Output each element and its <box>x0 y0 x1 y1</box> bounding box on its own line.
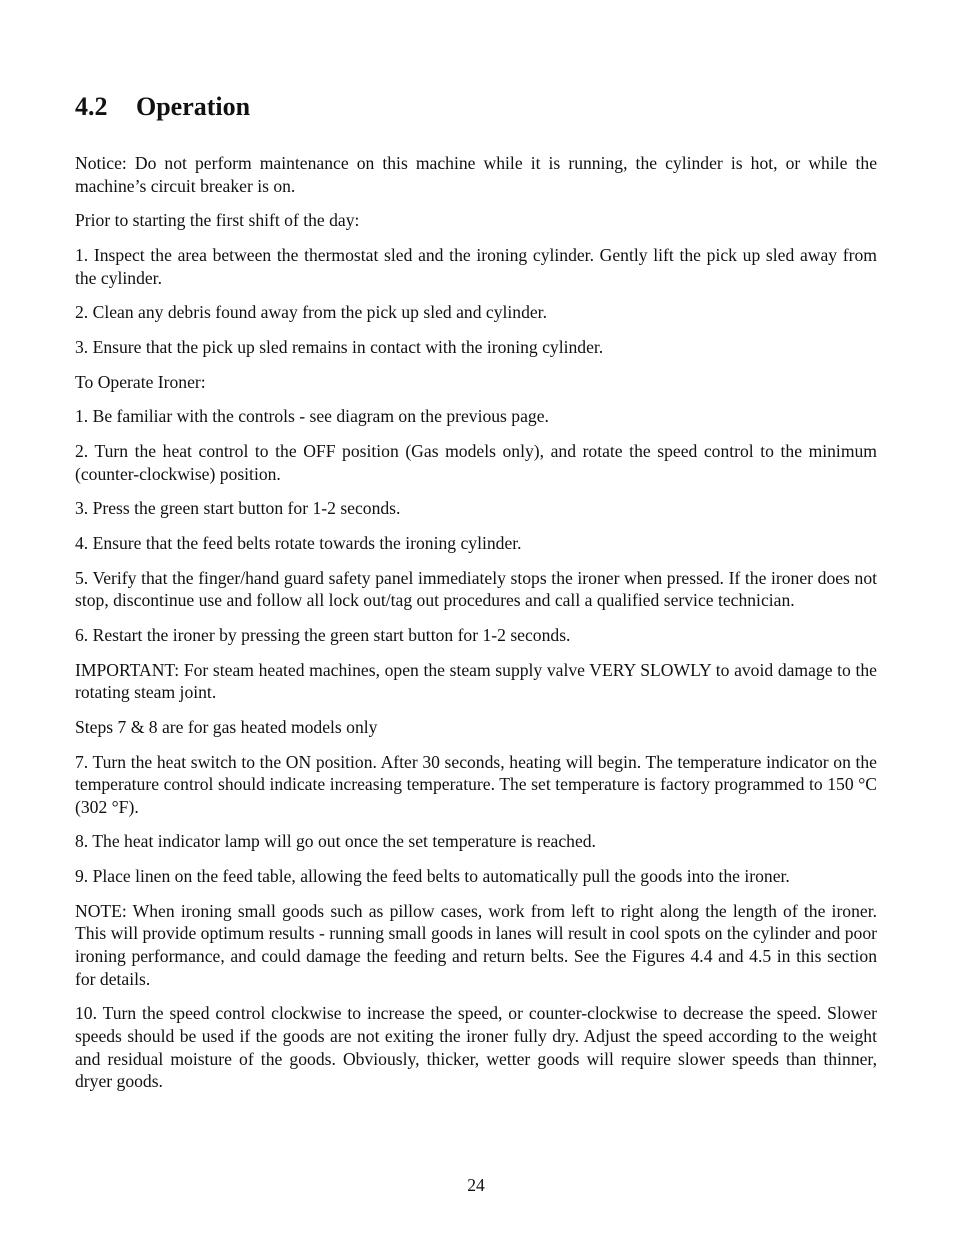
notice-paragraph: Notice: Do not perform maintenance on this machine while it is running, the cylinder is hot, or while the machine’s circuit breaker is on. <box>75 153 877 196</box>
small-goods-note: NOTE: When ironing small goods such as pillow cases, work from left to right along the length of the ironer. This will provide optimum results - running small goods in lanes will result in cool spots on the cylinder and poor ironing performance, and could damage the feeding and return belts. See the Figures 4.4 and 4.5 in this section for details. <box>75 900 877 989</box>
operate-step-6: 6. Restart the ironer by pressing the green start button for 1-2 seconds. <box>75 624 571 645</box>
pre-shift-step-2: 2. Clean any debris found away from the pick up sled and cylinder. <box>75 302 547 323</box>
operate-intro: To Operate Ironer: <box>75 371 206 392</box>
operate-step-8: 8. The heat indicator lamp will go out once the set temperature is reached. <box>75 831 596 852</box>
operate-step-9: 9. Place linen on the feed table, allowing the feed belts to automatically pull the goods into the ironer. <box>75 866 790 887</box>
pre-shift-step-1: 1. Inspect the area between the thermostat sled and the ironing cylinder. Gently lift the pick up sled away from the cylinder. <box>75 244 877 288</box>
pre-shift-intro: Prior to starting the first shift of the day: <box>75 210 360 231</box>
operate-step-10: 10. Turn the speed control clockwise to increase the speed, or counter-clockwise to decrease the speed. Slower speeds should be used if the goods are not exiting the ironer fully dry. Adjust the speed according to the weight and residual moisture of the goods. Obviously, thicker, wetter goods will require slower speeds than thinner, dryer goods. <box>75 1003 877 1092</box>
gas-models-note: Steps 7 & 8 are for gas heated models only <box>75 716 378 737</box>
page-number: 24 <box>467 1175 485 1195</box>
pre-shift-step-3: 3. Ensure that the pick up sled remains in contact with the ironing cylinder. <box>75 336 604 357</box>
operate-step-5: 5. Verify that the finger/hand guard safety panel immediately stops the ironer when pressed. If the ironer does not stop, discontinue use and follow all lock out/tag out procedures and call a qualified service technician. <box>75 567 877 611</box>
section-heading <box>75 90 250 124</box>
section-title: Operation <box>136 92 251 121</box>
operate-step-4: 4. Ensure that the feed belts rotate towards the ironing cylinder. <box>75 532 522 553</box>
operate-step-3: 3. Press the green start button for 1-2 seconds. <box>75 498 401 519</box>
important-note: IMPORTANT: For steam heated machines, open the steam supply valve VERY SLOWLY to avoid damage to the rotating steam joint. <box>75 659 877 703</box>
section-number: 4.2 <box>75 92 108 121</box>
operate-step-7: 7. Turn the heat switch to the ON position. After 30 seconds, heating will begin. The temperature indicator on the temperature control should indicate increasing temperature. The set temperature is factory programmed to 150 °C (302 °F). <box>75 751 877 817</box>
operate-step-1: 1. Be familiar with the controls - see diagram on the previous page. <box>75 406 549 427</box>
body-text <box>75 152 877 1093</box>
operate-step-2: 2. Turn the heat control to the OFF position (Gas models only), and rotate the speed control to the minimum (counter-clockwise) position. <box>75 441 877 484</box>
